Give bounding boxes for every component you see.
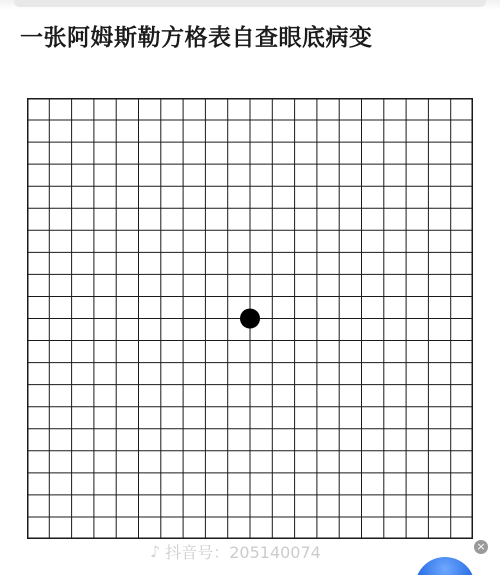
watermark-text: 抖音号：205140074 <box>165 542 321 562</box>
badge-disc <box>415 557 475 575</box>
center-fixation-dot <box>240 309 260 329</box>
floating-ad-badge[interactable] <box>413 557 477 575</box>
close-button[interactable] <box>474 540 488 554</box>
douyin-watermark <box>150 540 321 562</box>
page-title: 一张阿姆斯勒方格表自查眼底病变 <box>20 25 373 51</box>
amsler-grid <box>27 98 473 539</box>
close-icon: × <box>476 540 486 553</box>
douyin-logo-icon: ♪ <box>150 541 161 561</box>
amsler-grid-svg <box>27 98 473 539</box>
top-card-edge <box>0 0 500 10</box>
